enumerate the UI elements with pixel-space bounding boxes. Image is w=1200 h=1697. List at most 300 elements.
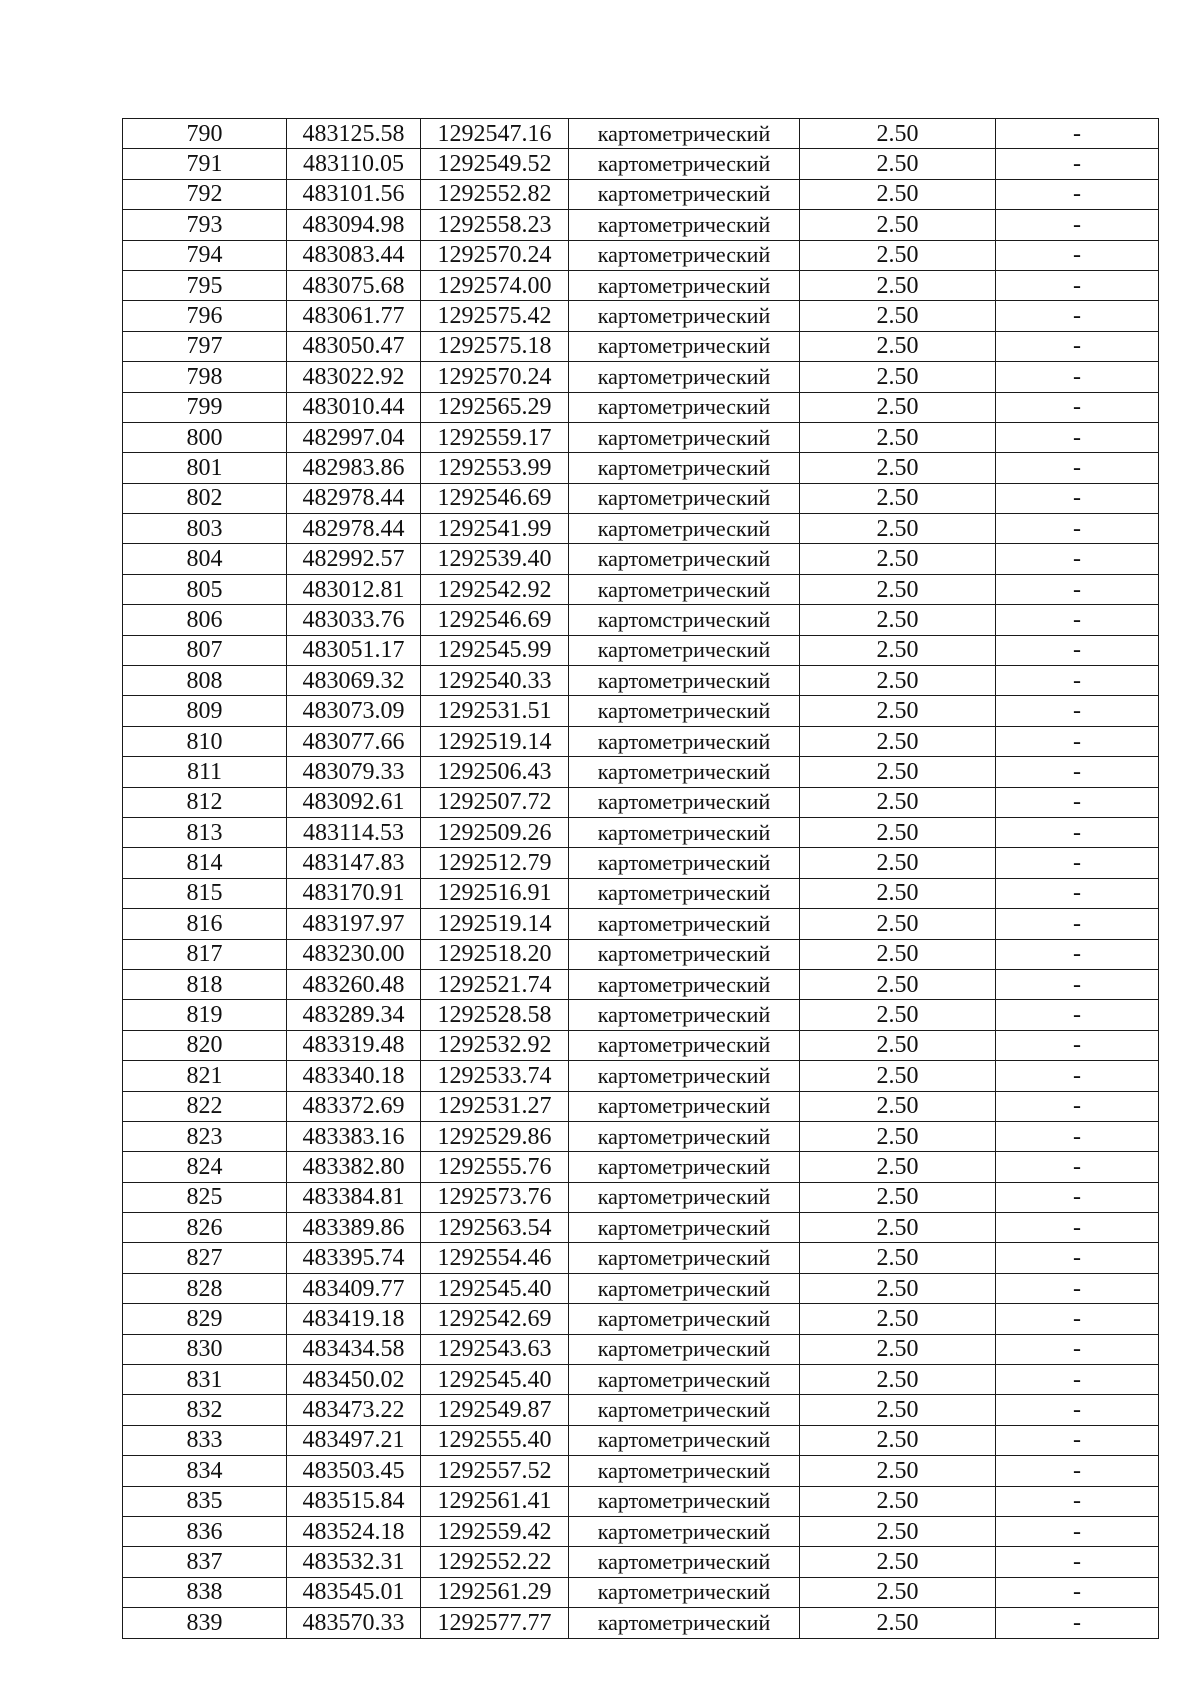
- point-number-cell: 835: [123, 1486, 287, 1516]
- method-cell: картометрический: [569, 1000, 800, 1030]
- point-number-cell: 820: [123, 1030, 287, 1060]
- accuracy-cell: 2.50: [800, 270, 996, 300]
- method-cell: картометрический: [569, 1456, 800, 1486]
- method-cell: картометрический: [569, 1213, 800, 1243]
- x-coordinate-cell: 483340.18: [287, 1061, 421, 1091]
- table-row: [123, 1091, 1159, 1121]
- description-cell: -: [996, 1425, 1159, 1455]
- point-number-cell: 795: [123, 270, 287, 300]
- table-row: [123, 119, 1159, 149]
- method-cell: картометрический: [569, 514, 800, 544]
- accuracy-cell: 2.50: [800, 514, 996, 544]
- accuracy-cell: 2.50: [800, 119, 996, 149]
- method-cell: картометрический: [569, 362, 800, 392]
- method-cell: картометрический: [569, 726, 800, 756]
- table-row: [123, 1334, 1159, 1364]
- y-coordinate-cell: 1292575.18: [421, 331, 569, 361]
- x-coordinate-cell: 483389.86: [287, 1213, 421, 1243]
- x-coordinate-cell: 483260.48: [287, 969, 421, 999]
- point-number-cell: 823: [123, 1121, 287, 1151]
- accuracy-cell: 2.50: [800, 574, 996, 604]
- table-row: [123, 848, 1159, 878]
- point-number-cell: 799: [123, 392, 287, 422]
- method-cell: картометрический: [569, 1182, 800, 1212]
- accuracy-cell: 2.50: [800, 787, 996, 817]
- method-cell: картометрический: [569, 757, 800, 787]
- point-number-cell: 822: [123, 1091, 287, 1121]
- accuracy-cell: 2.50: [800, 726, 996, 756]
- accuracy-cell: 2.50: [800, 301, 996, 331]
- description-cell: -: [996, 726, 1159, 756]
- table-row: [123, 301, 1159, 331]
- point-number-cell: 827: [123, 1243, 287, 1273]
- y-coordinate-cell: 1292549.52: [421, 149, 569, 179]
- table-row: [123, 1121, 1159, 1151]
- y-coordinate-cell: 1292549.87: [421, 1395, 569, 1425]
- method-cell: картометрический: [569, 878, 800, 908]
- method-cell: картометрический: [569, 1365, 800, 1395]
- table-row: [123, 1547, 1159, 1577]
- description-cell: -: [996, 422, 1159, 452]
- method-cell: картометрический: [569, 149, 800, 179]
- point-number-cell: 831: [123, 1365, 287, 1395]
- description-cell: -: [996, 1152, 1159, 1182]
- table-row: [123, 422, 1159, 452]
- table-row: [123, 362, 1159, 392]
- description-cell: -: [996, 1243, 1159, 1273]
- description-cell: -: [996, 757, 1159, 787]
- point-number-cell: 796: [123, 301, 287, 331]
- x-coordinate-cell: 483094.98: [287, 210, 421, 240]
- method-cell: картометрический: [569, 422, 800, 452]
- point-number-cell: 790: [123, 119, 287, 149]
- y-coordinate-cell: 1292547.16: [421, 119, 569, 149]
- point-number-cell: 839: [123, 1608, 287, 1638]
- method-cell: картометрический: [569, 635, 800, 665]
- table-row: [123, 1456, 1159, 1486]
- accuracy-cell: 2.50: [800, 1000, 996, 1030]
- table-row: [123, 1365, 1159, 1395]
- y-coordinate-cell: 1292512.79: [421, 848, 569, 878]
- y-coordinate-cell: 1292559.17: [421, 422, 569, 452]
- description-cell: -: [996, 1486, 1159, 1516]
- point-number-cell: 792: [123, 179, 287, 209]
- point-number-cell: 808: [123, 666, 287, 696]
- y-coordinate-cell: 1292533.74: [421, 1061, 569, 1091]
- table-row: [123, 666, 1159, 696]
- table-row: [123, 514, 1159, 544]
- table-row: [123, 1182, 1159, 1212]
- table-row: [123, 1152, 1159, 1182]
- accuracy-cell: 2.50: [800, 1456, 996, 1486]
- point-number-cell: 804: [123, 544, 287, 574]
- point-number-cell: 793: [123, 210, 287, 240]
- y-coordinate-cell: 1292519.14: [421, 726, 569, 756]
- x-coordinate-cell: 482978.44: [287, 514, 421, 544]
- y-coordinate-cell: 1292521.74: [421, 969, 569, 999]
- accuracy-cell: 2.50: [800, 1061, 996, 1091]
- method-cell: картометрический: [569, 1516, 800, 1546]
- method-cell: картометрический: [569, 240, 800, 270]
- point-number-cell: 830: [123, 1334, 287, 1364]
- table-row: [123, 909, 1159, 939]
- accuracy-cell: 2.50: [800, 1395, 996, 1425]
- coordinates-table-body: [123, 119, 1159, 1639]
- table-row: [123, 1577, 1159, 1607]
- x-coordinate-cell: 483147.83: [287, 848, 421, 878]
- method-cell: картометрический: [569, 848, 800, 878]
- table-row: [123, 787, 1159, 817]
- point-number-cell: 797: [123, 331, 287, 361]
- y-coordinate-cell: 1292573.76: [421, 1182, 569, 1212]
- table-row: [123, 331, 1159, 361]
- table-row: [123, 544, 1159, 574]
- table-row: [123, 605, 1159, 635]
- description-cell: -: [996, 817, 1159, 847]
- table-row: [123, 1273, 1159, 1303]
- table-row: [123, 969, 1159, 999]
- description-cell: -: [996, 331, 1159, 361]
- y-coordinate-cell: 1292570.24: [421, 362, 569, 392]
- x-coordinate-cell: 483473.22: [287, 1395, 421, 1425]
- x-coordinate-cell: 483319.48: [287, 1030, 421, 1060]
- description-cell: -: [996, 1365, 1159, 1395]
- table-row: [123, 1486, 1159, 1516]
- coordinates-table: [122, 118, 1159, 1639]
- y-coordinate-cell: 1292519.14: [421, 909, 569, 939]
- x-coordinate-cell: 483450.02: [287, 1365, 421, 1395]
- table-row: [123, 210, 1159, 240]
- method-cell: картометрический: [569, 817, 800, 847]
- point-number-cell: 811: [123, 757, 287, 787]
- description-cell: -: [996, 1213, 1159, 1243]
- method-cell: картометрический: [569, 666, 800, 696]
- method-cell: картометрический: [569, 1121, 800, 1151]
- y-coordinate-cell: 1292528.58: [421, 1000, 569, 1030]
- description-cell: -: [996, 1121, 1159, 1151]
- table-row: [123, 1213, 1159, 1243]
- accuracy-cell: 2.50: [800, 179, 996, 209]
- point-number-cell: 814: [123, 848, 287, 878]
- description-cell: -: [996, 1395, 1159, 1425]
- accuracy-cell: 2.50: [800, 149, 996, 179]
- description-cell: -: [996, 1547, 1159, 1577]
- x-coordinate-cell: 482983.86: [287, 453, 421, 483]
- description-cell: -: [996, 270, 1159, 300]
- y-coordinate-cell: 1292559.42: [421, 1516, 569, 1546]
- y-coordinate-cell: 1292554.46: [421, 1243, 569, 1273]
- accuracy-cell: 2.50: [800, 331, 996, 361]
- y-coordinate-cell: 1292546.69: [421, 483, 569, 513]
- y-coordinate-cell: 1292531.27: [421, 1091, 569, 1121]
- method-cell: картометрический: [569, 453, 800, 483]
- x-coordinate-cell: 483083.44: [287, 240, 421, 270]
- point-number-cell: 803: [123, 514, 287, 544]
- y-coordinate-cell: 1292545.40: [421, 1273, 569, 1303]
- table-row: [123, 392, 1159, 422]
- accuracy-cell: 2.50: [800, 1121, 996, 1151]
- table-row: [123, 726, 1159, 756]
- x-coordinate-cell: 483050.47: [287, 331, 421, 361]
- accuracy-cell: 2.50: [800, 1213, 996, 1243]
- accuracy-cell: 2.50: [800, 1365, 996, 1395]
- description-cell: -: [996, 119, 1159, 149]
- description-cell: -: [996, 1577, 1159, 1607]
- method-cell: картометрический: [569, 1091, 800, 1121]
- x-coordinate-cell: 483395.74: [287, 1243, 421, 1273]
- method-cell: картометрический: [569, 483, 800, 513]
- point-number-cell: 817: [123, 939, 287, 969]
- y-coordinate-cell: 1292531.51: [421, 696, 569, 726]
- description-cell: -: [996, 969, 1159, 999]
- description-cell: -: [996, 1061, 1159, 1091]
- point-number-cell: 834: [123, 1456, 287, 1486]
- x-coordinate-cell: 483419.18: [287, 1304, 421, 1334]
- point-number-cell: 809: [123, 696, 287, 726]
- x-coordinate-cell: 483372.69: [287, 1091, 421, 1121]
- x-coordinate-cell: 483061.77: [287, 301, 421, 331]
- point-number-cell: 819: [123, 1000, 287, 1030]
- y-coordinate-cell: 1292557.52: [421, 1456, 569, 1486]
- x-coordinate-cell: 482997.04: [287, 422, 421, 452]
- x-coordinate-cell: 483384.81: [287, 1182, 421, 1212]
- point-number-cell: 816: [123, 909, 287, 939]
- y-coordinate-cell: 1292565.29: [421, 392, 569, 422]
- x-coordinate-cell: 482992.57: [287, 544, 421, 574]
- description-cell: -: [996, 848, 1159, 878]
- method-cell: картометрический: [569, 1030, 800, 1060]
- description-cell: -: [996, 666, 1159, 696]
- accuracy-cell: 2.50: [800, 878, 996, 908]
- accuracy-cell: 2.50: [800, 544, 996, 574]
- description-cell: -: [996, 392, 1159, 422]
- table-row: [123, 149, 1159, 179]
- description-cell: -: [996, 1091, 1159, 1121]
- table-row: [123, 1395, 1159, 1425]
- method-cell: картометрический: [569, 301, 800, 331]
- point-number-cell: 818: [123, 969, 287, 999]
- accuracy-cell: 2.50: [800, 1152, 996, 1182]
- accuracy-cell: 2.50: [800, 483, 996, 513]
- method-cell: картомстрический: [569, 605, 800, 635]
- accuracy-cell: 2.50: [800, 969, 996, 999]
- description-cell: -: [996, 1304, 1159, 1334]
- description-cell: -: [996, 362, 1159, 392]
- accuracy-cell: 2.50: [800, 1334, 996, 1364]
- method-cell: картометрический: [569, 1061, 800, 1091]
- point-number-cell: 832: [123, 1395, 287, 1425]
- description-cell: -: [996, 149, 1159, 179]
- y-coordinate-cell: 1292555.76: [421, 1152, 569, 1182]
- point-number-cell: 815: [123, 878, 287, 908]
- description-cell: -: [996, 909, 1159, 939]
- accuracy-cell: 2.50: [800, 696, 996, 726]
- description-cell: -: [996, 210, 1159, 240]
- y-coordinate-cell: 1292542.92: [421, 574, 569, 604]
- description-cell: -: [996, 1273, 1159, 1303]
- x-coordinate-cell: 483069.32: [287, 666, 421, 696]
- x-coordinate-cell: 483073.09: [287, 696, 421, 726]
- method-cell: картометрический: [569, 1152, 800, 1182]
- point-number-cell: 838: [123, 1577, 287, 1607]
- accuracy-cell: 2.50: [800, 210, 996, 240]
- description-cell: -: [996, 1000, 1159, 1030]
- method-cell: картометрический: [569, 909, 800, 939]
- accuracy-cell: 2.50: [800, 1516, 996, 1546]
- y-coordinate-cell: 1292506.43: [421, 757, 569, 787]
- x-coordinate-cell: 483545.01: [287, 1577, 421, 1607]
- x-coordinate-cell: 483434.58: [287, 1334, 421, 1364]
- method-cell: картометрический: [569, 1273, 800, 1303]
- method-cell: картометрический: [569, 1486, 800, 1516]
- method-cell: картометрический: [569, 119, 800, 149]
- description-cell: -: [996, 514, 1159, 544]
- x-coordinate-cell: 483125.58: [287, 119, 421, 149]
- x-coordinate-cell: 483010.44: [287, 392, 421, 422]
- x-coordinate-cell: 483524.18: [287, 1516, 421, 1546]
- table-row: [123, 817, 1159, 847]
- accuracy-cell: 2.50: [800, 453, 996, 483]
- accuracy-cell: 2.50: [800, 1425, 996, 1455]
- y-coordinate-cell: 1292507.72: [421, 787, 569, 817]
- method-cell: картометрический: [569, 331, 800, 361]
- method-cell: картометрический: [569, 1425, 800, 1455]
- method-cell: картометрический: [569, 392, 800, 422]
- table-row: [123, 574, 1159, 604]
- x-coordinate-cell: 483101.56: [287, 179, 421, 209]
- x-coordinate-cell: 483497.21: [287, 1425, 421, 1455]
- method-cell: картометрический: [569, 696, 800, 726]
- point-number-cell: 801: [123, 453, 287, 483]
- description-cell: -: [996, 1334, 1159, 1364]
- accuracy-cell: 2.50: [800, 939, 996, 969]
- point-number-cell: 794: [123, 240, 287, 270]
- y-coordinate-cell: 1292561.41: [421, 1486, 569, 1516]
- x-coordinate-cell: 483230.00: [287, 939, 421, 969]
- accuracy-cell: 2.50: [800, 635, 996, 665]
- accuracy-cell: 2.50: [800, 240, 996, 270]
- description-cell: -: [996, 301, 1159, 331]
- y-coordinate-cell: 1292563.54: [421, 1213, 569, 1243]
- y-coordinate-cell: 1292516.91: [421, 878, 569, 908]
- x-coordinate-cell: 483075.68: [287, 270, 421, 300]
- point-number-cell: 813: [123, 817, 287, 847]
- accuracy-cell: 2.50: [800, 848, 996, 878]
- description-cell: -: [996, 878, 1159, 908]
- accuracy-cell: 2.50: [800, 1304, 996, 1334]
- accuracy-cell: 2.50: [800, 757, 996, 787]
- x-coordinate-cell: 483383.16: [287, 1121, 421, 1151]
- accuracy-cell: 2.50: [800, 1486, 996, 1516]
- description-cell: -: [996, 1608, 1159, 1638]
- description-cell: -: [996, 1456, 1159, 1486]
- method-cell: картометрический: [569, 1304, 800, 1334]
- x-coordinate-cell: 483503.45: [287, 1456, 421, 1486]
- y-coordinate-cell: 1292552.22: [421, 1547, 569, 1577]
- description-cell: -: [996, 939, 1159, 969]
- table-row: [123, 635, 1159, 665]
- method-cell: картометрический: [569, 1577, 800, 1607]
- method-cell: картометрический: [569, 1395, 800, 1425]
- x-coordinate-cell: 483570.33: [287, 1608, 421, 1638]
- point-number-cell: 807: [123, 635, 287, 665]
- table-row: [123, 179, 1159, 209]
- x-coordinate-cell: 483077.66: [287, 726, 421, 756]
- y-coordinate-cell: 1292545.99: [421, 635, 569, 665]
- description-cell: -: [996, 1182, 1159, 1212]
- table-row: [123, 240, 1159, 270]
- point-number-cell: 812: [123, 787, 287, 817]
- x-coordinate-cell: 483515.84: [287, 1486, 421, 1516]
- table-row: [123, 1608, 1159, 1638]
- y-coordinate-cell: 1292558.23: [421, 210, 569, 240]
- table-row: [123, 270, 1159, 300]
- table-row: [123, 1243, 1159, 1273]
- method-cell: картометрический: [569, 179, 800, 209]
- x-coordinate-cell: 483079.33: [287, 757, 421, 787]
- x-coordinate-cell: 483170.91: [287, 878, 421, 908]
- accuracy-cell: 2.50: [800, 392, 996, 422]
- y-coordinate-cell: 1292545.40: [421, 1365, 569, 1395]
- accuracy-cell: 2.50: [800, 1608, 996, 1638]
- accuracy-cell: 2.50: [800, 1577, 996, 1607]
- y-coordinate-cell: 1292553.99: [421, 453, 569, 483]
- method-cell: картометрический: [569, 939, 800, 969]
- method-cell: картометрический: [569, 1608, 800, 1638]
- accuracy-cell: 2.50: [800, 1030, 996, 1060]
- description-cell: -: [996, 240, 1159, 270]
- y-coordinate-cell: 1292561.29: [421, 1577, 569, 1607]
- point-number-cell: 826: [123, 1213, 287, 1243]
- accuracy-cell: 2.50: [800, 605, 996, 635]
- accuracy-cell: 2.50: [800, 1273, 996, 1303]
- accuracy-cell: 2.50: [800, 1547, 996, 1577]
- y-coordinate-cell: 1292509.26: [421, 817, 569, 847]
- point-number-cell: 829: [123, 1304, 287, 1334]
- description-cell: -: [996, 635, 1159, 665]
- x-coordinate-cell: 483532.31: [287, 1547, 421, 1577]
- y-coordinate-cell: 1292532.92: [421, 1030, 569, 1060]
- table-row: [123, 453, 1159, 483]
- method-cell: картометрический: [569, 969, 800, 999]
- y-coordinate-cell: 1292574.00: [421, 270, 569, 300]
- table-row: [123, 939, 1159, 969]
- y-coordinate-cell: 1292552.82: [421, 179, 569, 209]
- y-coordinate-cell: 1292546.69: [421, 605, 569, 635]
- point-number-cell: 806: [123, 605, 287, 635]
- y-coordinate-cell: 1292539.40: [421, 544, 569, 574]
- x-coordinate-cell: 483012.81: [287, 574, 421, 604]
- accuracy-cell: 2.50: [800, 909, 996, 939]
- description-cell: -: [996, 574, 1159, 604]
- point-number-cell: 833: [123, 1425, 287, 1455]
- x-coordinate-cell: 483092.61: [287, 787, 421, 817]
- x-coordinate-cell: 483409.77: [287, 1273, 421, 1303]
- method-cell: картометрический: [569, 210, 800, 240]
- method-cell: картометрический: [569, 787, 800, 817]
- y-coordinate-cell: 1292555.40: [421, 1425, 569, 1455]
- method-cell: картометрический: [569, 1334, 800, 1364]
- accuracy-cell: 2.50: [800, 1091, 996, 1121]
- table-row: [123, 1061, 1159, 1091]
- table-row: [123, 1030, 1159, 1060]
- table-row: [123, 878, 1159, 908]
- point-number-cell: 791: [123, 149, 287, 179]
- description-cell: -: [996, 1030, 1159, 1060]
- description-cell: -: [996, 787, 1159, 817]
- x-coordinate-cell: 483033.76: [287, 605, 421, 635]
- y-coordinate-cell: 1292575.42: [421, 301, 569, 331]
